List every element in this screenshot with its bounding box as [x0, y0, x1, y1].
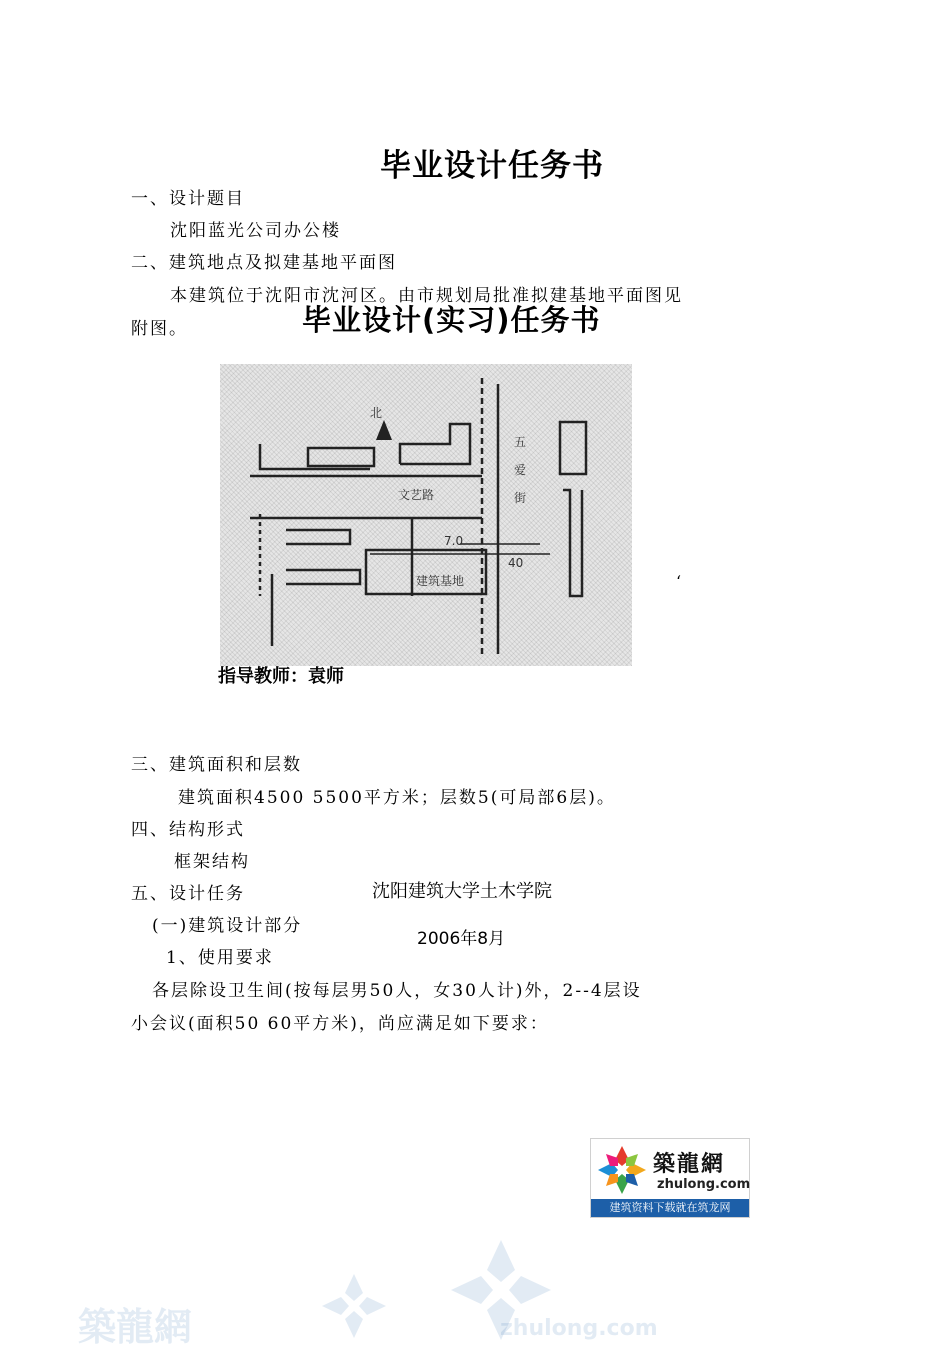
section-4-text: 框架结构	[174, 852, 250, 872]
section-1-heading: 一、设计题目	[131, 189, 245, 209]
street-label: 五 爱 街	[514, 435, 527, 505]
section-5-item: 1、使用要求	[166, 948, 274, 968]
page-title: 毕业设计任务书	[380, 148, 604, 184]
section-1-text: 沈阳蓝光公司办公楼	[170, 221, 341, 241]
overlay-title: 毕业设计(实习)任务书	[302, 303, 601, 337]
site-label: 建筑基地	[416, 574, 465, 588]
overlay-school: 沈阳建筑大学土木学院	[372, 881, 552, 902]
logo-url: zhulong.com	[657, 1177, 751, 1192]
section-2-heading: 二、建筑地点及拟建基地平面图	[131, 253, 397, 273]
stray-mark: ‘	[676, 572, 682, 591]
logo-name: 築龍網	[653, 1152, 726, 1177]
watermark-name: 築龍網	[78, 1305, 193, 1349]
section-2-text-line2: 附图。	[131, 319, 188, 339]
dimension-label: 7.0	[444, 534, 464, 548]
section-4-heading: 四、结构形式	[131, 820, 245, 840]
section-5-text-line1: 各层除设卫生间(按每层男50人，女30人计)外，2--4层设	[152, 981, 642, 1001]
watermark-url: zhulong.com	[500, 1316, 658, 1341]
logo-slogan: 建筑资料下载就在筑龙网	[591, 1199, 749, 1217]
section-3-text: 建筑面积4500 5500平方米；层数5(可局部6层)。	[178, 788, 616, 808]
section-5-text-line2: 小会议(面积50 60平方米)，尚应满足如下要求：	[131, 1014, 549, 1034]
dimension-label-2: 40	[508, 556, 524, 570]
overlay-date: 2006年8月	[417, 929, 506, 949]
section-5-heading: 五、设计任务	[131, 884, 245, 904]
snowflake-icon	[595, 1143, 649, 1197]
site-plan-image	[220, 364, 632, 666]
site-plan-drawing	[220, 364, 632, 666]
overlay-teacher: 指导教师：袁师	[218, 666, 344, 687]
road-label: 文艺路	[398, 488, 435, 502]
section-2-text-line1: 本建筑位于沈阳市沈河区。由市规划局批准拟建基地平面图见	[170, 286, 683, 306]
zhulong-logo	[590, 1138, 750, 1218]
section-5-subheading: (一)建筑设计部分	[152, 916, 303, 936]
north-label: 北	[370, 406, 383, 420]
section-3-heading: 三、建筑面积和层数	[131, 755, 302, 775]
watermark-snowflake-icon	[318, 1270, 390, 1342]
